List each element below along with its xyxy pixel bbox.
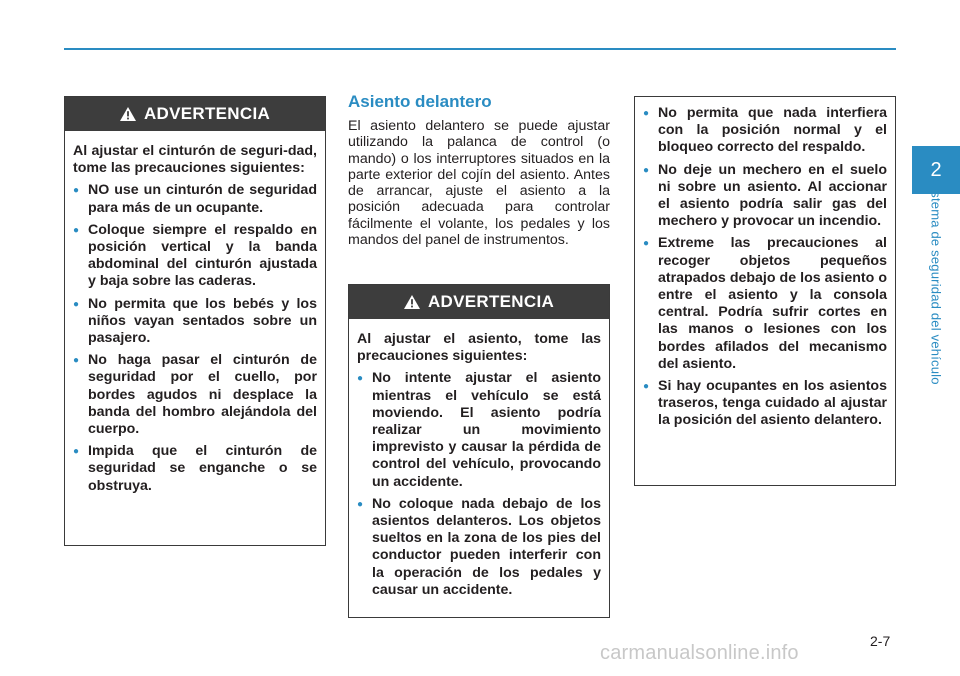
list-item: ● No permita que los bebés y los niños vayan sentados sobre un pasajero.: [73, 296, 317, 348]
chapter-title: Sistema de seguridad del vehículo: [928, 179, 944, 385]
warning-triangle-icon: [120, 107, 136, 121]
warning-list: [73, 182, 317, 494]
list-item: ● No haga pasar el cinturón de seguridad por el cuello, por bordes agudos ni desplace la banda del hombro alejándola del cuerpo.: [73, 352, 317, 438]
warning-body: [65, 131, 325, 510]
list-item: ● No permita que nada interfiera con la posición normal y el bloqueo correcto del respaldo.: [643, 105, 887, 157]
seat-warning-continued-box: [634, 96, 896, 486]
top-rule: [64, 48, 896, 50]
warning-list: [357, 370, 601, 599]
warning-header: [349, 285, 609, 319]
list-item: ● No deje un mechero en el suelo ni sobre un asiento. Al accionar el asiento podría salir gas del mechero y provocar un incendio.: [643, 162, 887, 231]
warning-body: [349, 319, 609, 614]
list-item: ● NO use un cinturón de seguridad para más de un ocupante.: [73, 182, 317, 216]
list-item: ● Extreme las precauciones al recoger objetos pequeños atrapados debajo de los asiento o entre el asiento y la consola central. Podría sufrir cortes en las manos o lesiones con los bordes afilados del mecanismo del asiento.: [643, 235, 887, 373]
list-item: ● Impida que el cinturón de seguridad se enganche o se obstruya.: [73, 443, 317, 495]
warning-body: [635, 97, 895, 445]
warning-intro: Al ajustar el cinturón de seguri-dad, tome las precauciones siguientes:: [73, 143, 317, 177]
list-item: ● No intente ajustar el asiento mientras el vehículo se está moviendo. El asiento podría realizar un movimiento imprevisto y causar la pérdida de control del vehículo, provocando un accidente.: [357, 370, 601, 490]
warning-header: [65, 97, 325, 131]
list-item: ● No coloque nada debajo de los asientos delanteros. Los objetos sueltos en la zona de los pies del conductor pueden interferir con la operación de los pedales y causar un accidente.: [357, 496, 601, 599]
page-number: 2-7: [870, 633, 891, 649]
list-item: ● Si hay ocupantes en los asientos traseros, tenga cuidado al ajustar la posición del asiento delantero.: [643, 378, 887, 430]
chapter-number: 2: [930, 158, 942, 181]
list-item: ● Coloque siempre el respaldo en posición vertical y la banda abdominal del cinturón ajustada y baja sobre las caderas.: [73, 222, 317, 291]
warning-header-label: ADVERTENCIA: [143, 104, 271, 123]
warning-list: [643, 105, 887, 430]
seat-warning-box: [348, 284, 610, 618]
section-paragraph: El asiento delantero se puede ajustar utilizando la palanca de control (o mando) o los interruptores situados en la parte exterior del cojín del asiento. Antes de arrancar, ajuste el asiento a la posición adecuada para controlar fácilmente el volante, los pedales y los mandos del panel de instrumentos.: [348, 118, 610, 249]
watermark: carmanualsonline.info: [600, 642, 799, 664]
warning-intro: Al ajustar el asiento, tome las precauciones siguientes:: [357, 331, 601, 365]
seatbelt-warning-box: [64, 96, 326, 546]
section-title: Asiento delantero: [348, 92, 492, 111]
warning-header-label: ADVERTENCIA: [427, 292, 555, 311]
warning-triangle-icon: [404, 295, 420, 309]
